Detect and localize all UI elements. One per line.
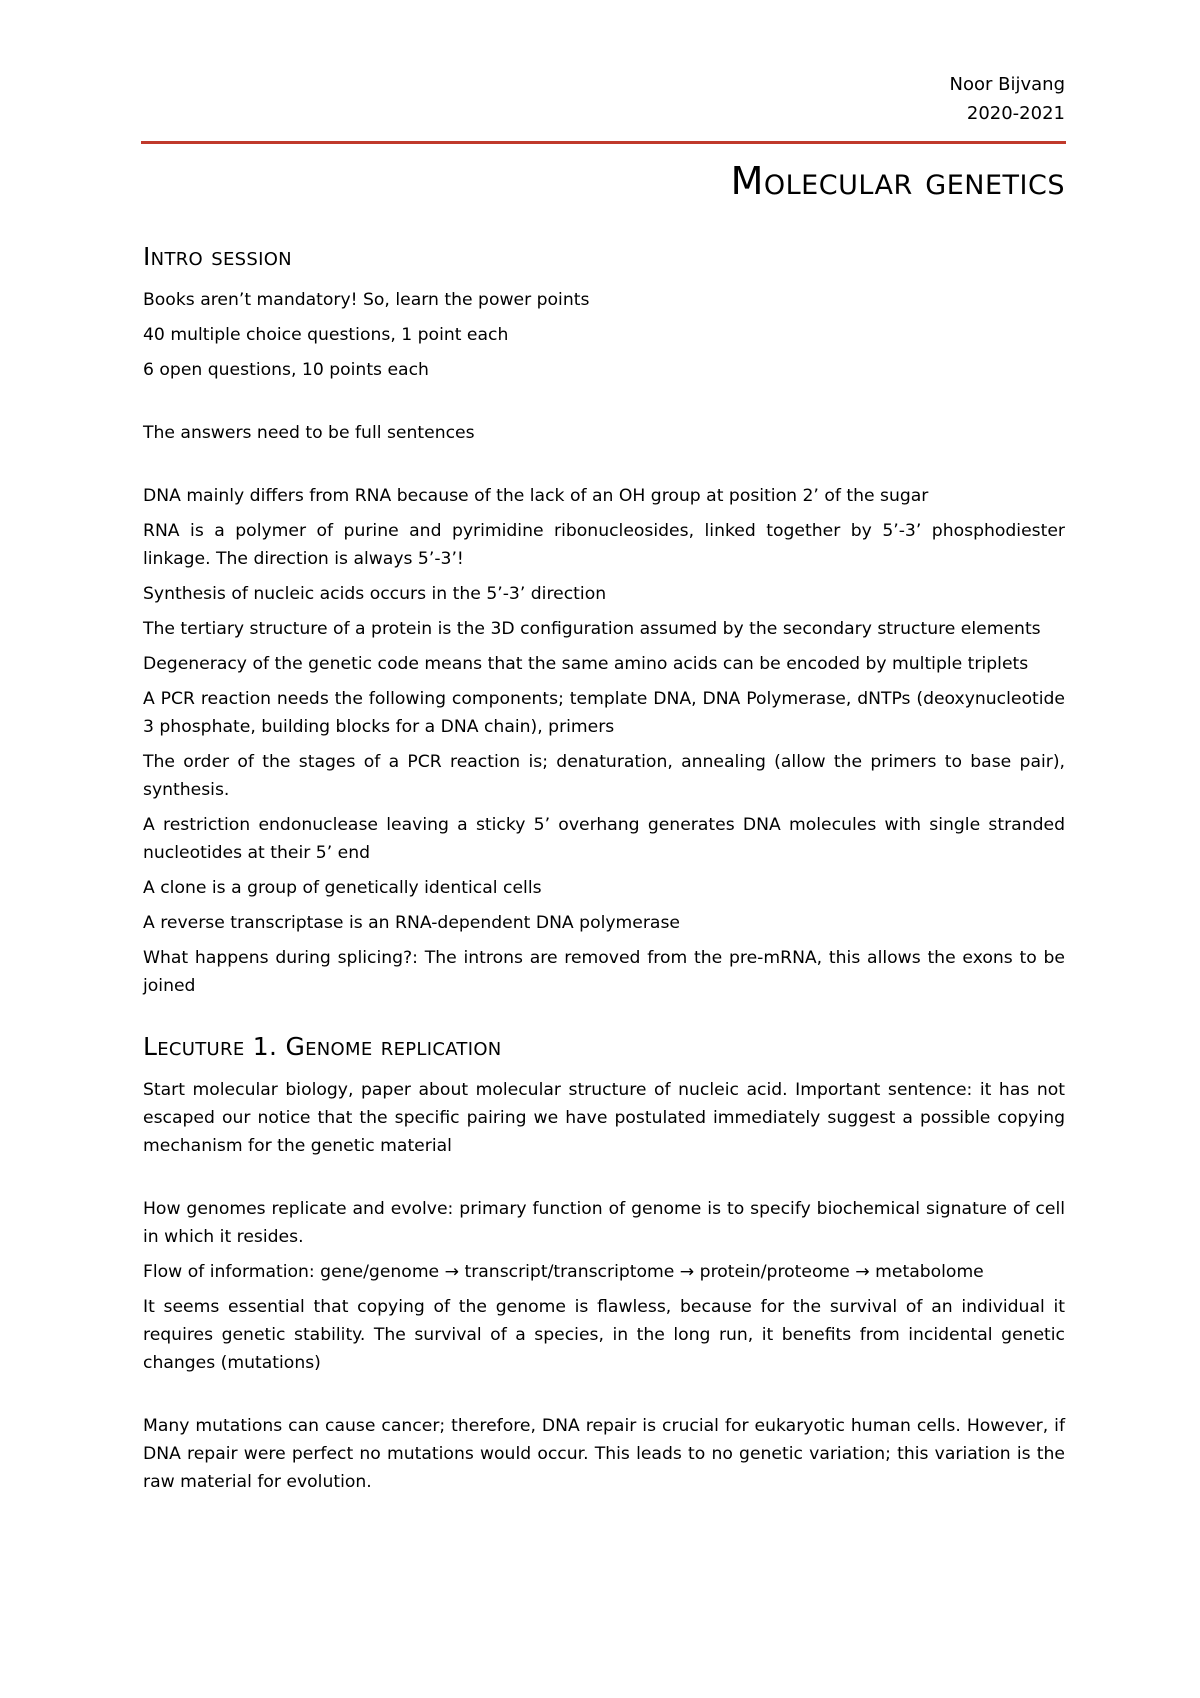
- paragraph: Many mutations can cause cancer; therefore, DNA repair is crucial for eukaryotic human cells. However, if DNA repair were perfect no mutations would occur. This leads to no genetic variation; this variation is the raw material for evolution.: [143, 1416, 1065, 1492]
- academic-year: 2020-2021: [966, 103, 1065, 124]
- page-header: [950, 70, 1065, 128]
- paragraph: A PCR reaction needs the following components; template DNA, DNA Polymerase, dNTPs (deoxynucleotide 3 phosphate, building blocks for a DNA chain), primers: [143, 689, 1065, 737]
- paragraph: DNA mainly differs from RNA because of the lack of an OH group at position 2’ of the sugar: [143, 486, 929, 506]
- paragraph: A restriction endonuclease leaving a sticky 5’ overhang generates DNA molecules with single stranded nucleotides at their 5’ end: [143, 815, 1065, 863]
- paragraph: It seems essential that copying of the genome is flawless, because for the survival of an individual it requires genetic stability. The survival of a species, in the long run, it benefits from incidental genetic changes (mutations): [143, 1297, 1065, 1373]
- paragraph: 40 multiple choice questions, 1 point each: [143, 325, 509, 345]
- paragraph: 6 open questions, 10 points each: [143, 360, 429, 380]
- paragraph: RNA is a polymer of purine and pyrimidine ribonucleosides, linked together by 5’-3’ phosphodiester linkage. The direction is always 5’-3’!: [143, 521, 1065, 569]
- document-title-text: Molecular genetics: [730, 159, 1065, 203]
- paragraph: Degeneracy of the genetic code means that the same amino acids can be encoded by multiple triplets: [143, 654, 1029, 674]
- document-title: [731, 156, 1065, 206]
- section-heading-lecture-1: [143, 1026, 1065, 1068]
- document-body: [143, 236, 1065, 1503]
- paragraph: What happens during splicing?: The introns are removed from the pre-mRNA, this allows the exons to be joined: [143, 948, 1065, 996]
- section-heading-intro-text: Intro session: [143, 242, 292, 271]
- section-heading-intro: [143, 236, 1065, 278]
- paragraph: How genomes replicate and evolve: primary function of genome is to specify biochemical signature of cell in which it resides.: [143, 1199, 1065, 1247]
- paragraph: Start molecular biology, paper about molecular structure of nucleic acid. Important sentence: it has not escaped our notice that the specific pairing we have postulated immediately suggest a possible copying mechanism for the genetic material: [143, 1080, 1065, 1156]
- section-heading-lecture-1-text: Lecuture 1. Genome replication: [143, 1032, 502, 1061]
- paragraph: A clone is a group of genetically identical cells: [143, 878, 542, 898]
- header-rule: [141, 141, 1066, 144]
- paragraph: The order of the stages of a PCR reaction is; denaturation, annealing (allow the primers to base pair), synthesis.: [143, 752, 1065, 800]
- paragraph: The answers need to be full sentences: [143, 423, 475, 443]
- paragraph: Books aren’t mandatory! So, learn the power points: [143, 290, 590, 310]
- author-name: Noor Bijvang: [949, 74, 1065, 95]
- paragraph: The tertiary structure of a protein is the 3D configuration assumed by the secondary structure elements: [143, 619, 1041, 639]
- paragraph: Synthesis of nucleic acids occurs in the 5’-3’ direction: [143, 584, 607, 604]
- paragraph: A reverse transcriptase is an RNA-dependent DNA polymerase: [143, 913, 680, 933]
- paragraph: Flow of information: gene/genome → transcript/transcriptome → protein/proteome → metabolome: [143, 1262, 984, 1282]
